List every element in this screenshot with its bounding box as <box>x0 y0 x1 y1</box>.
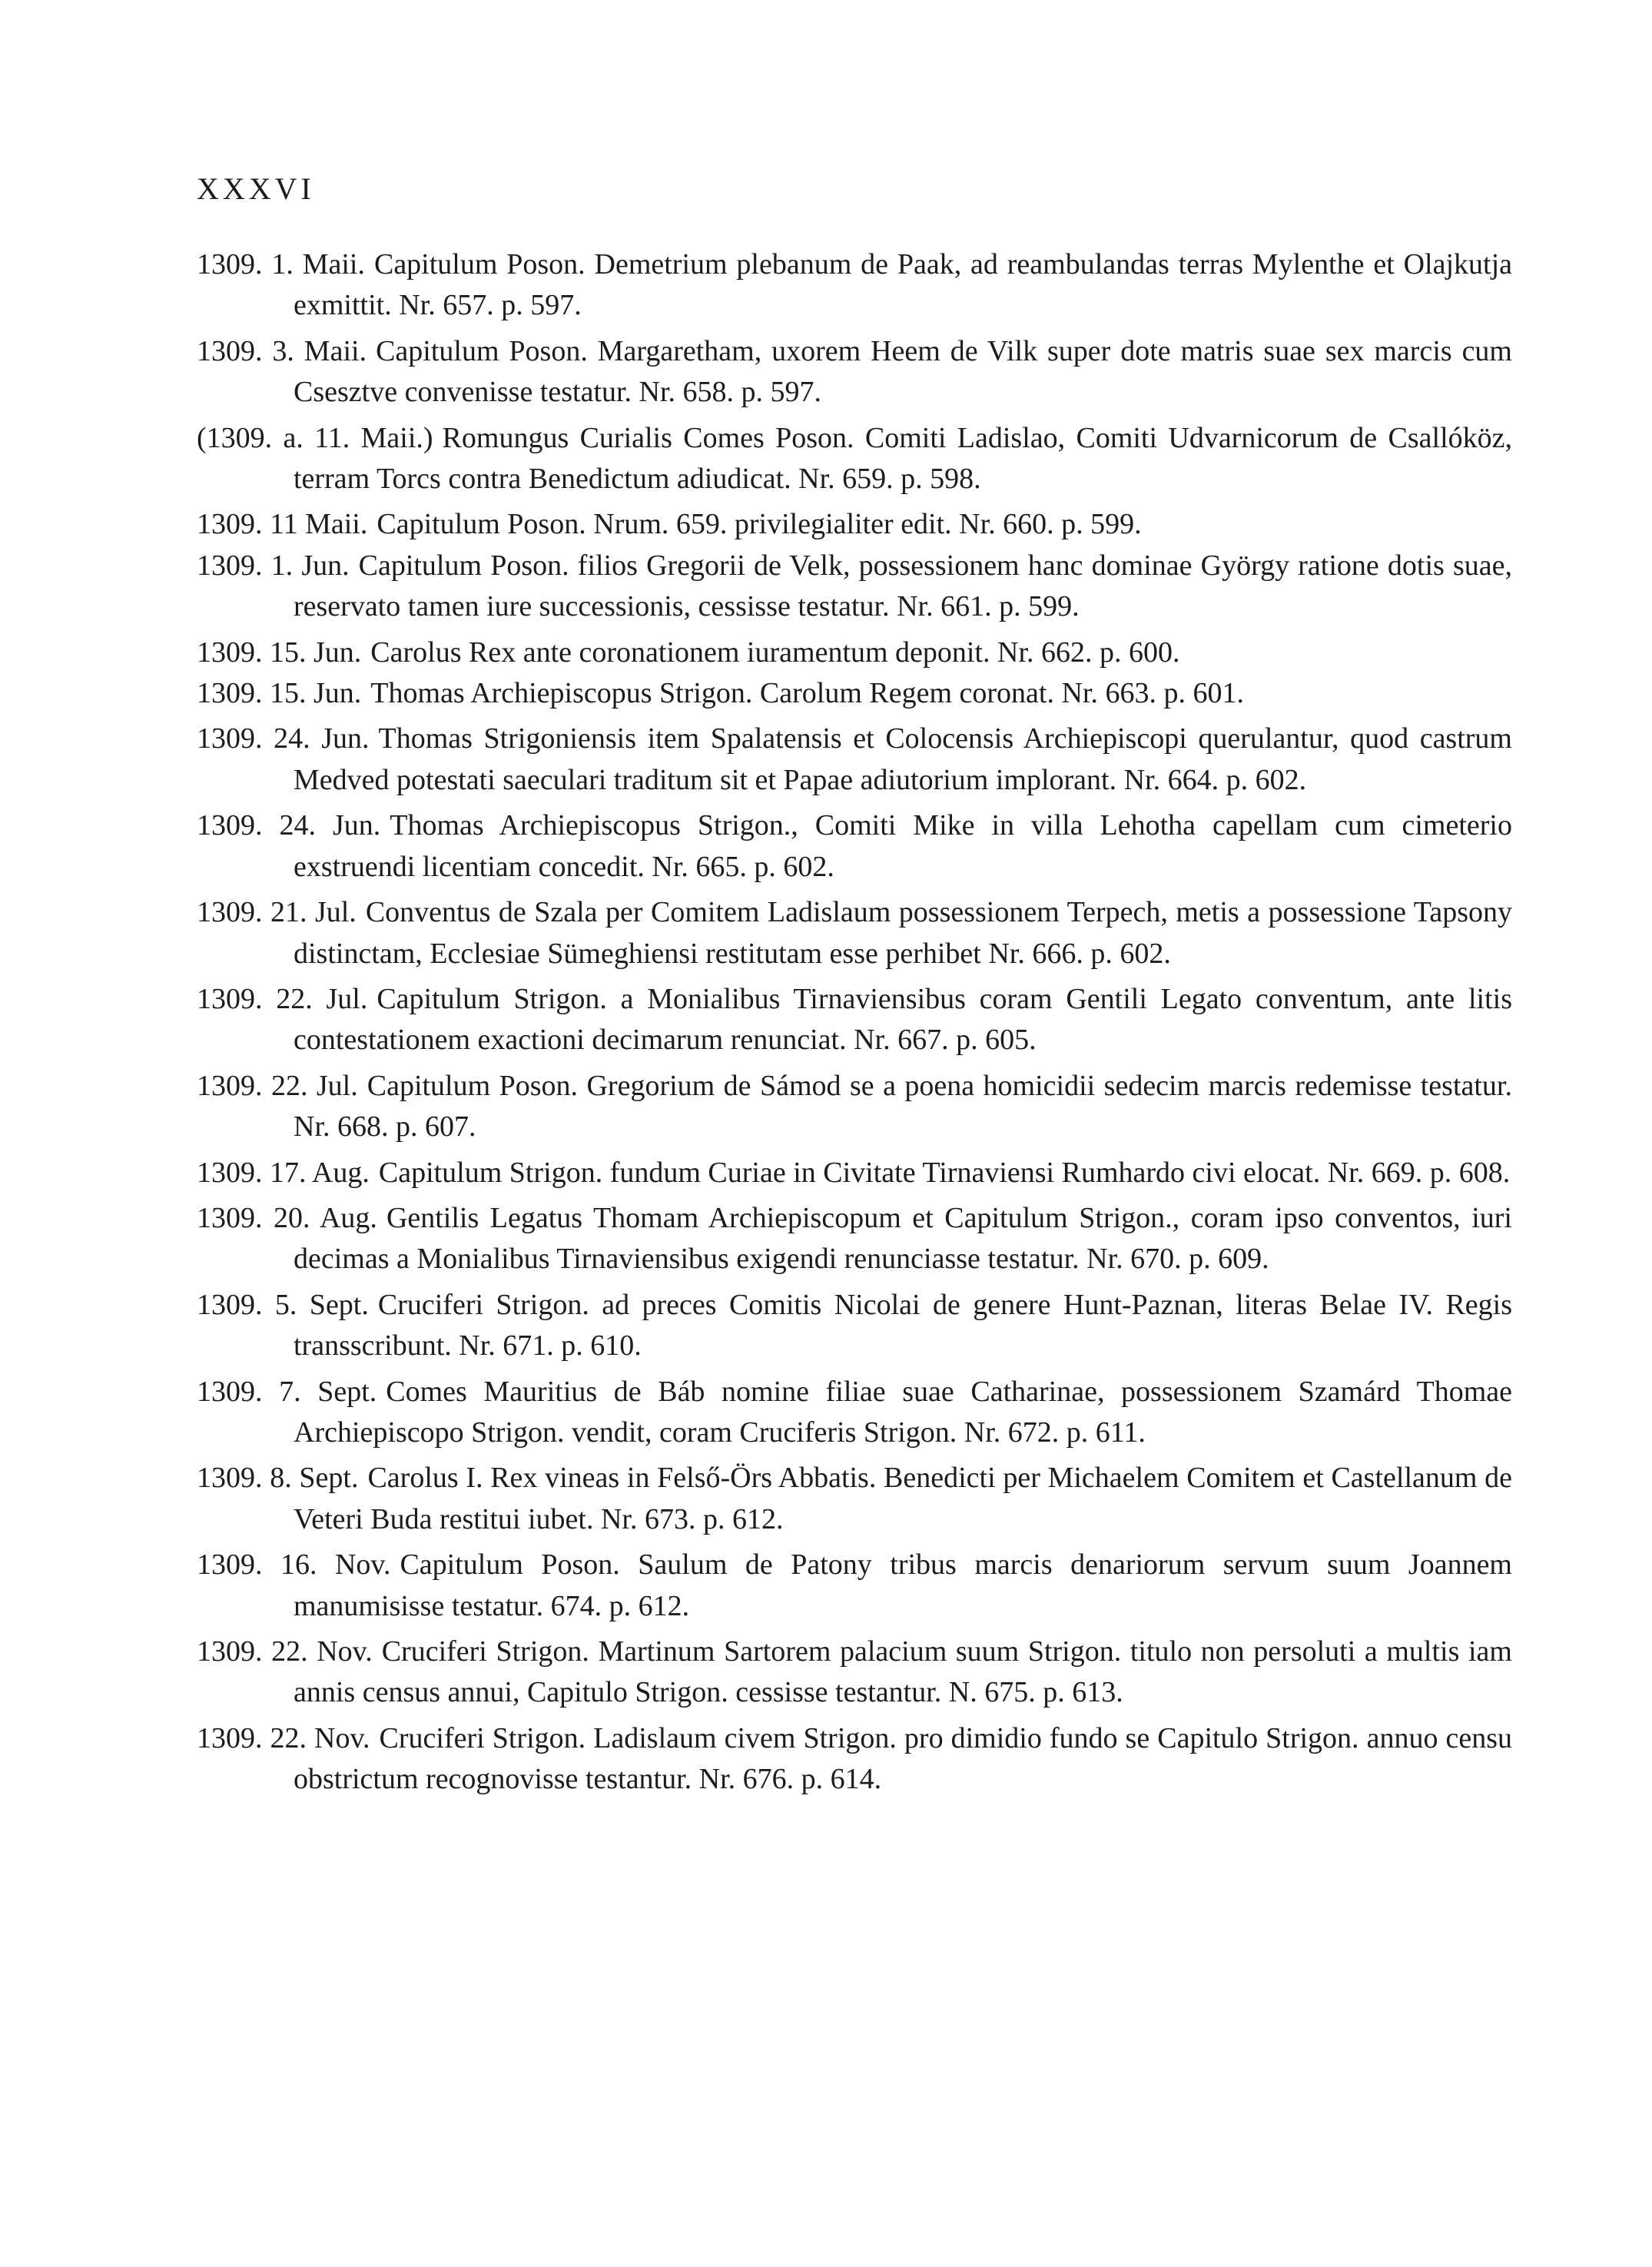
regesta-list <box>197 244 1512 1805</box>
entry-date: 1309. 5. Sept. <box>197 1288 369 1321</box>
regesta-entry <box>197 244 1512 327</box>
entry-text: Carolus I. Rex vineas in Felső-Örs Abbatis. Benedicti per Michaelem Comitem et Castellanum de Veteri Buda restitui iubet. Nr. 673. p. 612. <box>294 1462 1512 1535</box>
entry-date: 1309. 1. Maii. <box>197 248 365 280</box>
regesta-entry <box>197 979 1512 1061</box>
regesta-entry <box>197 1372 1512 1454</box>
regesta-entry <box>197 805 1512 888</box>
entry-text: Romungus Curialis Comes Poson. Comiti Ladislao, Comiti Udvarnicorum de Csallóköz, terram Torcs contra Benedictum adiudicat. Nr. 659. p. 598. <box>294 421 1512 496</box>
entry-date: 1309. 22. Jul. <box>197 1069 358 1102</box>
entry-text: Capitulum Poson. Margaretham, uxorem Heem de Vilk super dote matris suae sex marcis cum Csesztve convenisse testatur. Nr. 658. p. 597. <box>294 334 1512 409</box>
entry-text: Carolus Rex ante coronationem iuramentum deponit. Nr. 662. p. 600. <box>370 636 1180 669</box>
entry-text: Capitulum Strigon. fundum Curiae in Civitate Tirnaviensi Rumhardo civi elocat. Nr. 669. p. 608. <box>378 1156 1511 1189</box>
regesta-entry <box>197 1066 1512 1148</box>
regesta-entry <box>197 719 1512 801</box>
regesta-entry <box>197 1153 1512 1193</box>
entry-date: 1309. 1. Jun. <box>197 549 350 582</box>
entry-date: 1309. 7. Sept. <box>197 1375 377 1408</box>
regesta-entry <box>197 546 1512 628</box>
page-number: XXXVI <box>197 171 315 206</box>
entry-text: Cruciferi Strigon. Martinum Sartorem palacium suum Strigon. titulo non persoluti a multis iam annis census annui, Capitulo Strigon. cessisse testantur. N. 675. p. 613. <box>294 1635 1512 1709</box>
entry-text: Thomas Archiepiscopus Strigon., Comiti Mike in villa Lehotha capellam cum cimeterio exstruendi licentiam concedit. Nr. 665. p. 602. <box>294 809 1512 883</box>
entry-date: 1309. 24. Jun. <box>197 809 381 842</box>
entry-date: 1309. 15. Jun. <box>197 677 362 710</box>
entry-date: 1309. 16. Nov. <box>197 1548 391 1582</box>
entry-text: Gentilis Legatus Thomam Archiepiscopum et Capitulum Strigon., coram ipso conventos, iuri decimas a Monialibus Tirnaviensibus exigendi renunciasse testatur. Nr. 670. p. 609. <box>294 1201 1512 1276</box>
regesta-entry <box>197 632 1512 673</box>
entry-date: 1309. 11 Maii. <box>197 508 368 541</box>
entry-date: (1309. a. 11. Maii.) <box>197 421 433 454</box>
entry-date: 1309. 3. Maii. <box>197 334 367 367</box>
regesta-entry <box>197 1545 1512 1627</box>
regesta-entry <box>197 1718 1512 1801</box>
entry-date: 1309. 22. Jul. <box>197 982 368 1015</box>
entry-date: 1309. 22. Nov. <box>197 1635 373 1668</box>
regesta-entry <box>197 331 1512 413</box>
entry-text: Capitulum Poson. filios Gregorii de Velk, possessionem hanc dominae György ratione dotis suae, reservato tamen iure successionis, cessisse testatur. Nr. 661. p. 599. <box>294 549 1512 623</box>
regesta-entry <box>197 418 1512 500</box>
entry-text: Capitulum Poson. Gregorium de Sámod se a poena homicidii sedecim marcis redemisse testatur. Nr. 668. p. 607. <box>294 1069 1512 1143</box>
entry-text: Capitulum Poson. Demetrium plebanum de Paak, ad reambulandas terras Mylenthe et Olajkutja exmittit. Nr. 657. p. 597. <box>294 248 1512 322</box>
entry-date: 1309. 22. Nov. <box>197 1721 370 1754</box>
entry-text: Thomas Strigoniensis item Spalatensis et Colocensis Archiepiscopi querulantur, quod castrum Medved potestati saeculari traditum sit et Papae adiutorium implorant. Nr. 664. p. 602. <box>294 722 1512 796</box>
regesta-entry <box>197 1198 1512 1280</box>
entry-date: 1309. 21. Jul. <box>197 896 357 929</box>
entry-text: Cruciferi Strigon. Ladislaum civem Strigon. pro dimidio fundo se Capitulo Strigon. annuo censu obstrictum recognovisse testantur. Nr. 676. p. 614. <box>294 1721 1512 1796</box>
entry-text: Capitulum Poson. Nrum. 659. privilegialiter edit. Nr. 660. p. 599. <box>377 508 1142 541</box>
regesta-entry <box>197 504 1512 545</box>
regesta-entry <box>197 1631 1512 1714</box>
entry-text: Capitulum Poson. Saulum de Patony tribus marcis denariorum servum suum Joannem manumisisse testatur. 674. p. 612. <box>294 1548 1512 1622</box>
regesta-entry <box>197 1458 1512 1540</box>
entry-date: 1309. 17. Aug. <box>197 1156 370 1189</box>
regesta-entry <box>197 673 1512 714</box>
entry-date: 1309. 15. Jun. <box>197 636 362 669</box>
entry-date: 1309. 8. Sept. <box>197 1462 359 1495</box>
regesta-entry <box>197 1285 1512 1367</box>
entry-text: Comes Mauritius de Báb nomine filiae suae Catharinae, possessionem Szamárd Thomae Archiepiscopo Strigon. vendit, coram Cruciferis Strigon. Nr. 672. p. 611. <box>294 1375 1512 1449</box>
entry-text: Thomas Archiepiscopus Strigon. Carolum Regem coronat. Nr. 663. p. 601. <box>370 677 1244 710</box>
entry-date: 1309. 20. Aug. <box>197 1201 377 1234</box>
regesta-entry <box>197 892 1512 974</box>
entry-text: Cruciferi Strigon. ad preces Comitis Nicolai de genere Hunt-Paznan, literas Belae IV. Regis transscribunt. Nr. 671. p. 610. <box>294 1288 1512 1363</box>
entry-text: Capitulum Strigon. a Monialibus Tirnaviensibus coram Gentili Legato conventum, ante litis contestationem exactioni decimarum renunciat. Nr. 667. p. 605. <box>294 982 1512 1057</box>
entry-text: Conventus de Szala per Comitem Ladislaum possessionem Terpech, metis a possessione Tapsony distinctam, Ecclesiae Sümeghiensi restitutam esse perhibet Nr. 666. p. 602. <box>294 896 1512 970</box>
entry-date: 1309. 24. Jun. <box>197 722 370 755</box>
